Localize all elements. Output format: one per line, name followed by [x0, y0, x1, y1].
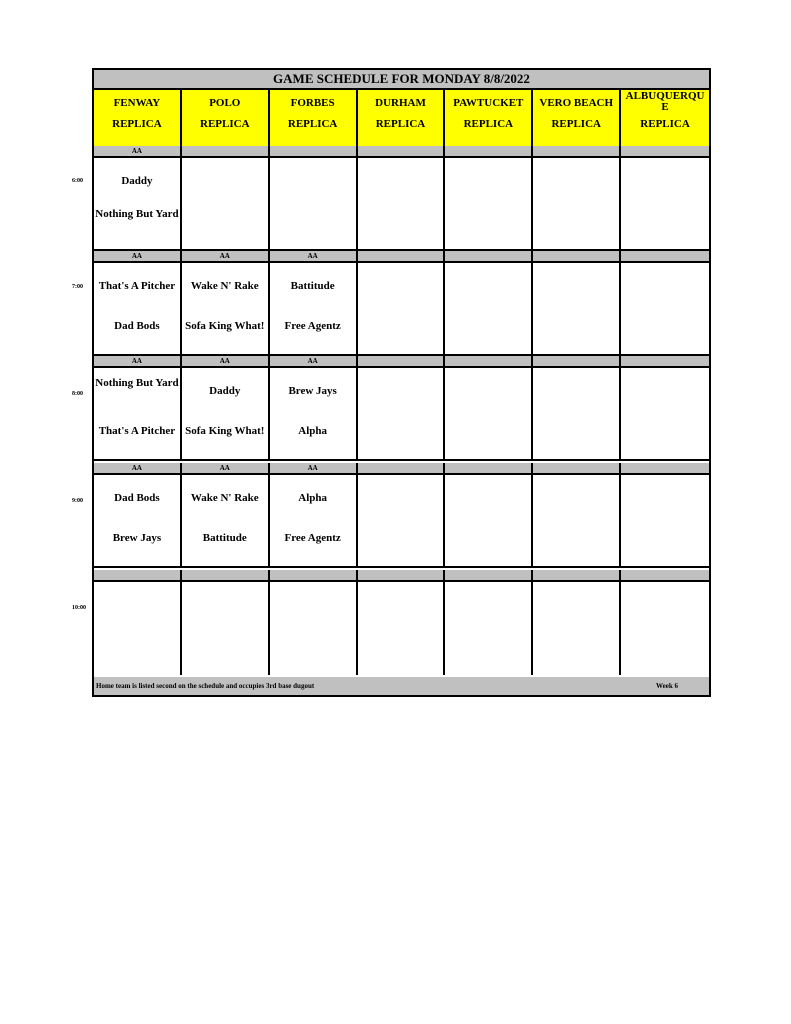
- division-label: [358, 146, 446, 156]
- game-cell: [182, 263, 270, 354]
- game-cell: [621, 582, 709, 675]
- division-label: AA: [270, 463, 358, 473]
- game-cell: [358, 475, 446, 566]
- home-team: Battitude: [202, 532, 247, 544]
- game-row: [94, 475, 709, 568]
- away-team: Nothing But Yard: [95, 377, 179, 389]
- game-cell: [94, 475, 182, 566]
- division-label: AA: [182, 356, 270, 366]
- game-cell: [445, 263, 533, 354]
- division-label: [533, 570, 621, 580]
- field-name: VERO BEACH: [539, 97, 614, 109]
- game-cell: [358, 158, 446, 249]
- division-label: [445, 463, 533, 473]
- game-cell: [445, 158, 533, 249]
- away-team: Wake N' Rake: [190, 280, 259, 292]
- field-header-polo: [182, 90, 270, 146]
- division-label: [533, 251, 621, 261]
- game-row: [94, 158, 709, 251]
- division-label: [621, 146, 709, 156]
- week-label: Week 6: [656, 682, 678, 690]
- home-team: Brew Jays: [112, 532, 162, 544]
- game-cell: [94, 263, 182, 354]
- field-subtitle: REPLICA: [375, 118, 426, 130]
- game-cell: [182, 475, 270, 566]
- division-label: [445, 570, 533, 580]
- time-label: 7:00: [72, 284, 83, 290]
- game-row: [94, 368, 709, 461]
- schedule-title: GAME SCHEDULE FOR MONDAY 8/8/2022: [94, 70, 709, 90]
- game-cell: [358, 368, 446, 459]
- game-cell: [270, 263, 358, 354]
- game-cell: [621, 368, 709, 459]
- division-label: [358, 463, 446, 473]
- game-cell: [182, 368, 270, 459]
- division-label: AA: [94, 251, 182, 261]
- game-cell: [358, 582, 446, 675]
- home-team: Sofa King What!: [185, 425, 265, 437]
- game-row: [94, 263, 709, 356]
- division-label: [533, 146, 621, 156]
- home-team: Nothing But Yard: [95, 208, 179, 220]
- away-team: Wake N' Rake: [190, 492, 259, 504]
- home-team: Dad Bods: [114, 320, 160, 332]
- game-cell: [94, 158, 182, 249]
- game-cell: [533, 158, 621, 249]
- division-bar: [94, 463, 709, 475]
- field-name: DURHAM: [375, 97, 426, 109]
- division-label: [270, 570, 358, 580]
- away-team: Battitude: [290, 280, 335, 292]
- game-cell: [270, 582, 358, 675]
- schedule-footer: [94, 677, 709, 695]
- division-label: [182, 570, 270, 580]
- schedule-sheet: [92, 68, 711, 697]
- home-team: Free Agentz: [284, 532, 341, 544]
- field-header-durham: [358, 90, 446, 146]
- game-cell: [445, 368, 533, 459]
- time-label: 6:00: [72, 178, 83, 184]
- division-label: [270, 146, 358, 156]
- division-label: [182, 146, 270, 156]
- division-label: AA: [94, 463, 182, 473]
- division-bar: [94, 356, 709, 368]
- game-cell: [533, 582, 621, 675]
- game-cell: [621, 475, 709, 566]
- time-label: 8:00: [72, 391, 83, 397]
- game-row: [94, 582, 709, 675]
- field-subtitle: REPLICA: [463, 118, 514, 130]
- field-subtitle: REPLICA: [287, 118, 338, 130]
- division-label: [358, 251, 446, 261]
- game-cell: [94, 582, 182, 675]
- division-label: AA: [182, 251, 270, 261]
- game-cell: [358, 263, 446, 354]
- division-label: [445, 146, 533, 156]
- field-header-fenway: [94, 90, 182, 146]
- division-label: AA: [182, 463, 270, 473]
- field-subtitle: REPLICA: [640, 118, 690, 130]
- away-team: Daddy: [209, 385, 241, 397]
- home-team: That's A Pitcher: [98, 425, 176, 437]
- away-team: That's A Pitcher: [98, 280, 176, 292]
- field-name: ALBUQUERQU E: [625, 90, 705, 113]
- division-label: [358, 570, 446, 580]
- home-team: Sofa King What!: [185, 320, 265, 332]
- away-team: Daddy: [121, 175, 153, 187]
- away-team: Dad Bods: [114, 492, 160, 504]
- field-header-vero-beach: [533, 90, 621, 146]
- division-label: AA: [270, 356, 358, 366]
- home-team: Alpha: [298, 425, 327, 437]
- game-cell: [533, 368, 621, 459]
- game-cell: [533, 263, 621, 354]
- division-label: [533, 463, 621, 473]
- game-cell: [533, 475, 621, 566]
- time-label: 9:00: [72, 498, 83, 504]
- field-name: POLO: [209, 97, 241, 109]
- game-cell: [270, 368, 358, 459]
- field-header-pawtucket: [445, 90, 533, 146]
- division-bar: [94, 570, 709, 582]
- division-label: [358, 356, 446, 366]
- away-team: Brew Jays: [288, 385, 337, 397]
- field-subtitle: REPLICA: [551, 118, 601, 130]
- game-cell: [445, 582, 533, 675]
- field-header-forbes: [270, 90, 358, 146]
- division-label: AA: [94, 356, 182, 366]
- time-label: 10:00: [72, 605, 86, 611]
- field-subtitle: REPLICA: [200, 118, 250, 130]
- game-cell: [445, 475, 533, 566]
- division-label: [621, 463, 709, 473]
- field-header-row: [94, 90, 709, 148]
- game-cell: [182, 582, 270, 675]
- field-header-albuquerque: [621, 90, 709, 146]
- division-label: [621, 251, 709, 261]
- game-cell: [621, 158, 709, 249]
- division-label: AA: [270, 251, 358, 261]
- game-cell: [182, 158, 270, 249]
- division-bar: [94, 251, 709, 263]
- division-label: AA: [94, 146, 182, 156]
- game-cell: [270, 158, 358, 249]
- division-bar: [94, 146, 709, 158]
- game-cell: [94, 368, 182, 459]
- field-name: FORBES: [290, 97, 335, 109]
- home-team: Free Agentz: [284, 320, 341, 332]
- division-label: [621, 356, 709, 366]
- away-team: Alpha: [298, 492, 327, 504]
- field-name: PAWTUCKET: [453, 97, 524, 109]
- division-label: [445, 356, 533, 366]
- division-label: [533, 356, 621, 366]
- game-cell: [270, 475, 358, 566]
- home-team-note: Home team is listed second on the schedule and occupies 3rd base dugout: [96, 682, 315, 690]
- field-subtitle: REPLICA: [112, 118, 162, 130]
- game-cell: [621, 263, 709, 354]
- division-label: [94, 570, 182, 580]
- division-label: [445, 251, 533, 261]
- division-label: [621, 570, 709, 580]
- field-name: FENWAY: [113, 97, 161, 109]
